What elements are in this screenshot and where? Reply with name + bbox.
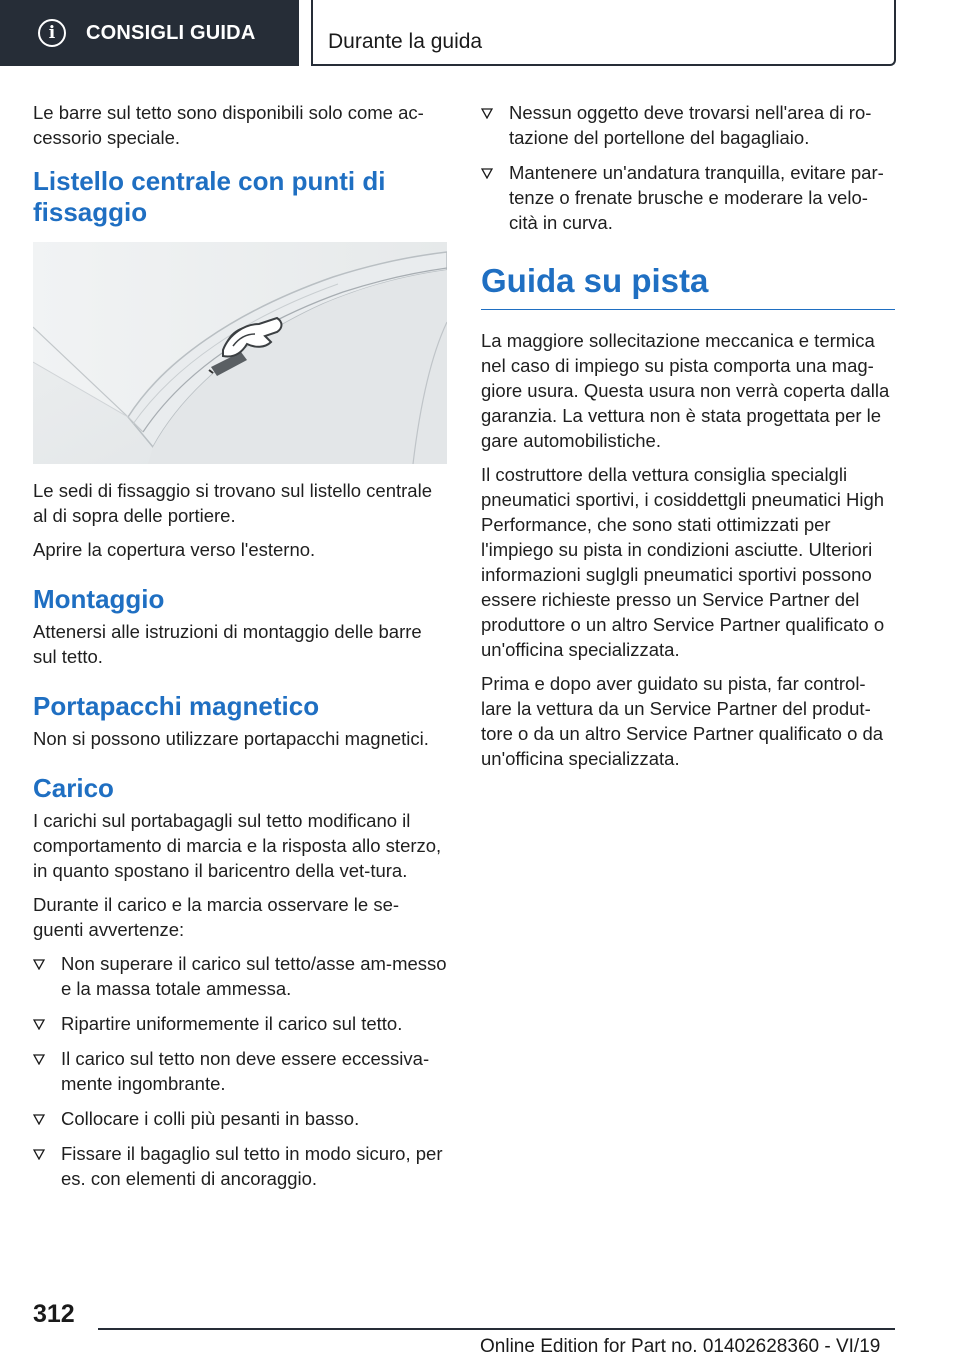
carico-bullet-list (33, 951, 447, 1191)
chapter-label: Durante la guida (328, 30, 483, 53)
list-item-text: Fissare il bagaglio sul tetto in modo sicuro, per es. con elementi di ancoraggio. (61, 1143, 443, 1189)
left-column (33, 100, 447, 1201)
heading-listello: Listello centrale con punti di fissaggio (33, 166, 386, 227)
triangle-bullet-icon (33, 1054, 45, 1065)
list-item-text: Collocare i colli più pesanti in basso. (61, 1108, 360, 1129)
montaggio-paragraph: Attenersi alle istruzioni di montaggio delle barre sul tetto. (33, 621, 422, 667)
list-item (33, 1106, 447, 1131)
listello-paragraph-2: Aprire la copertura verso l'esterno. (33, 539, 316, 560)
list-item-text: Nessun oggetto deve trovarsi nell'area di ro-tazione del portellone del bagagliaio. (509, 102, 872, 148)
list-item-text: Ripartire uniformemente il carico sul tetto. (61, 1013, 403, 1034)
heading-portapacchi: Portapacchi magnetico (33, 691, 320, 721)
page-header (0, 0, 960, 66)
list-item-text: Il carico sul tetto non deve essere eccessiva-mente ingombrante. (61, 1048, 430, 1094)
list-item-text: Mantenere un'andatura tranquilla, evitare par-tenze o frenate brusche e moderare la velo-cità in curva. (509, 162, 884, 233)
chapter-tab (311, 0, 896, 66)
right-column (481, 100, 895, 780)
triangle-bullet-icon (481, 168, 493, 179)
list-item (33, 1141, 447, 1191)
pista-paragraph-3: Prima e dopo aver guidato su pista, far control-lare la vettura da un Service Partner del produt-tore o da un altro Service Partner qualificato o da un'officina specializzata. (481, 673, 884, 769)
list-item (481, 100, 895, 150)
page-number: 312 (33, 1300, 75, 1328)
edition-text: Online Edition for Part no. 01402628360 - VI/19 (480, 1336, 881, 1357)
roof-fixing-point-illustration (33, 242, 447, 464)
carico-bullet-list-continued (481, 100, 895, 235)
triangle-bullet-icon (481, 108, 493, 119)
portapacchi-paragraph: Non si possono utilizzare portapacchi magnetici. (33, 728, 429, 749)
triangle-bullet-icon (33, 1149, 45, 1160)
listello-paragraph-1: Le sedi di fissaggio si trovano sul listello centrale al di sopra delle portiere. (33, 480, 432, 526)
heading-guida-su-pista: Guida su pista (481, 261, 895, 310)
carico-paragraph-2: Durante il carico e la marcia osservare le se-guenti avvertenze: (33, 894, 400, 940)
heading-montaggio: Montaggio (33, 584, 165, 614)
section-tab (0, 0, 299, 66)
pista-paragraph-1: La maggiore sollecitazione meccanica e termica nel caso di impiego su pista comporta una mag-giore usura. Questa usura non verrà coperta dalla garanzia. La vettura non è stata progettata per le gare automobilistiche. (481, 330, 890, 451)
triangle-bullet-icon (33, 1114, 45, 1125)
list-item (33, 951, 447, 1001)
triangle-bullet-icon (33, 959, 45, 970)
list-item (33, 1046, 447, 1096)
list-item-text: Non superare il carico sul tetto/asse am-messo e la massa totale ammessa. (61, 953, 447, 999)
section-label: CONSIGLI GUIDA (86, 21, 256, 44)
intro-paragraph: Le barre sul tetto sono disponibili solo come ac-cessorio speciale. (33, 102, 424, 148)
list-item (481, 160, 895, 235)
footer-divider (98, 1328, 895, 1330)
carico-paragraph-1: I carichi sul portabagagli sul tetto modificano il comportamento di marcia e la risposta allo sterzo, in quanto spostano il baricentro della vet-tura. (33, 810, 442, 881)
list-item (33, 1011, 447, 1036)
heading-carico: Carico (33, 773, 114, 803)
info-icon: i (38, 19, 66, 47)
pista-paragraph-2: Il costruttore della vettura consiglia specialgli pneumatici sportivi, i cosiddettgli pneumatici High Performance, che sono stati ottimizzati per l'impiego su pista in condizioni asciutte. Ulteriori informazioni suglgli pneumatici sportivi possono essere richieste presso un Service Partner del produttore o un altro Service Partner qualificato o un'officina specializzata. (481, 464, 885, 660)
triangle-bullet-icon (33, 1019, 45, 1030)
